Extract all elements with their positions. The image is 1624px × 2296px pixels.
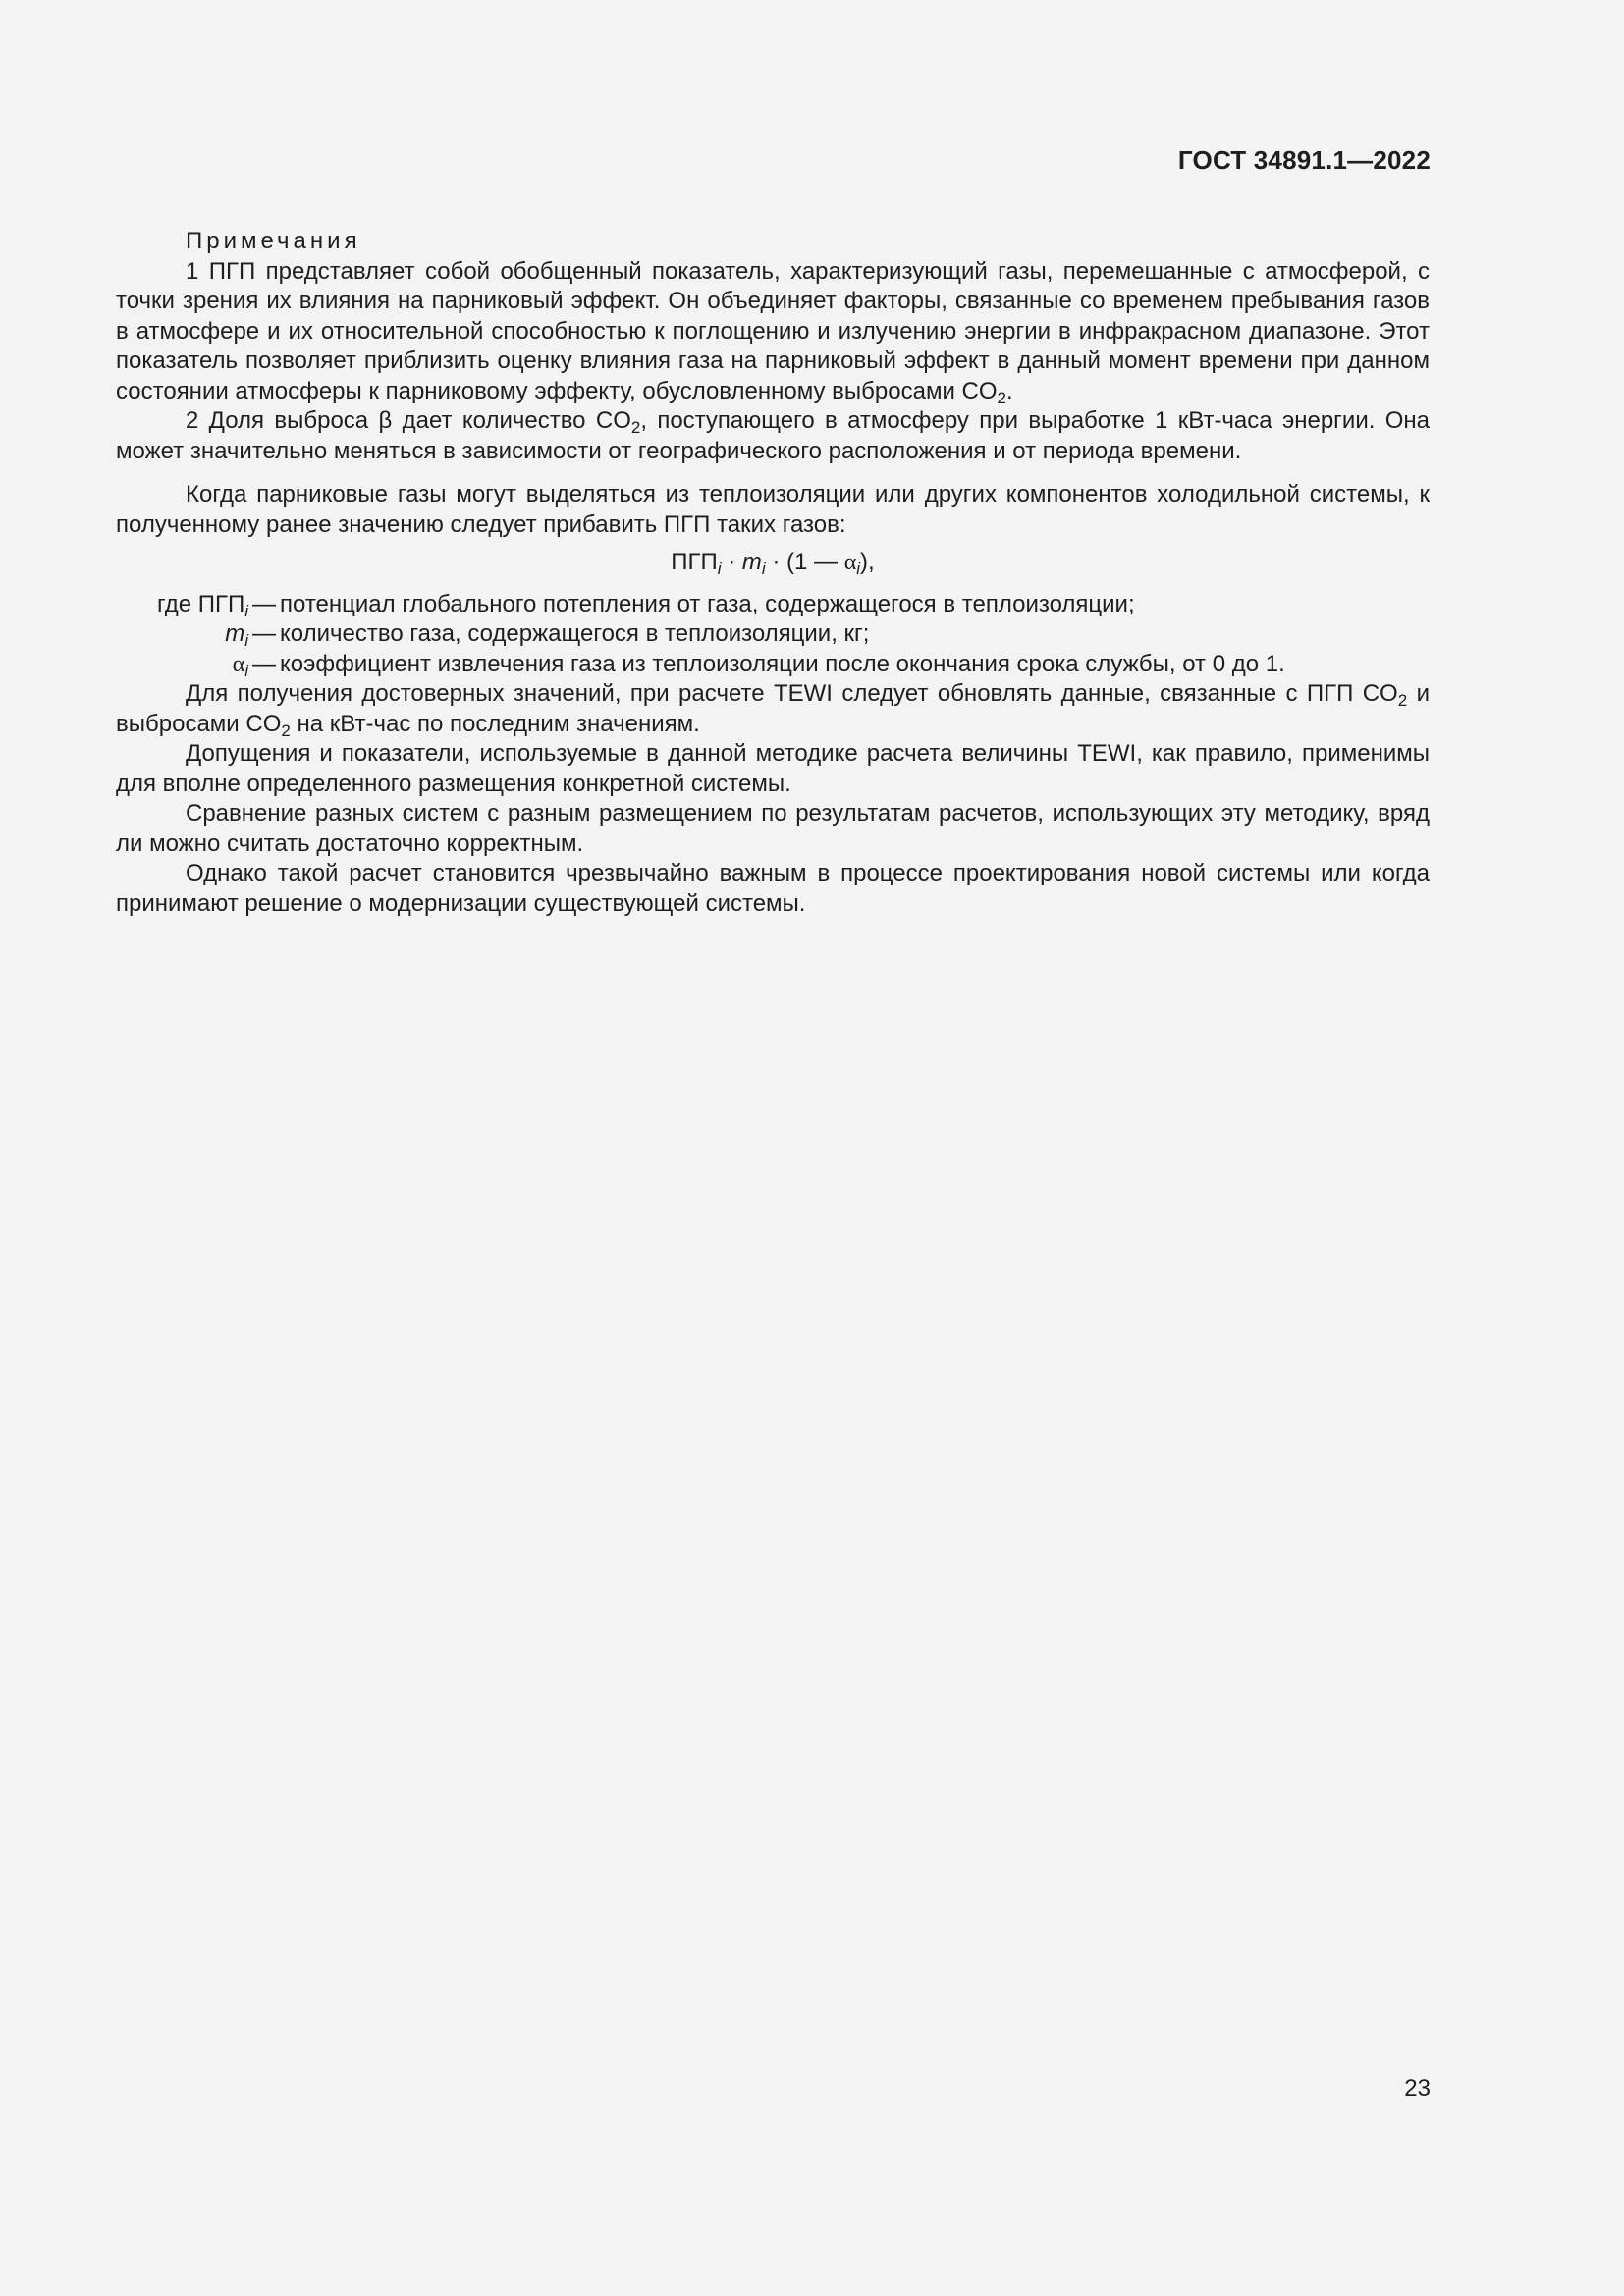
formula-sub-i: i: [856, 560, 861, 578]
co2-subscript: 2: [997, 388, 1006, 407]
formula-m: m: [741, 549, 762, 575]
definition-symbol: [116, 590, 248, 620]
formula-pgp: ПГП: [671, 549, 718, 575]
note-1-end: .: [1005, 377, 1013, 404]
definition-row: [116, 619, 1430, 650]
paragraph-2-b: и выбросами CO: [116, 680, 1430, 737]
formula-open: · (1 —: [765, 549, 844, 575]
definition-prefix: α: [232, 651, 245, 677]
note-2-text-a: 2 Доля выброса β дает количество CO: [186, 407, 631, 434]
definition-sub: i: [244, 631, 248, 650]
definition-text: коэффициент извлечения газа из теплоизоляции после окончания срока службы, от 0 до 1.: [280, 650, 1285, 677]
paragraph-5: Однако такой расчет становится чрезвычайно важным в процессе проектирования новой системы или когда принимают решение о модернизации существующей системы.: [116, 860, 1430, 917]
paragraph-3: Допущения и показатели, используемые в данной методике расчета величины TEWI, как правило, применимы для вполне определенного размещения конкретной системы.: [116, 740, 1430, 797]
definition-prefix: где ПГП: [157, 590, 245, 617]
page-number: 23: [1404, 2075, 1431, 2102]
co2-subscript: 2: [281, 721, 291, 740]
document-id: ГОСТ 34891.1—2022: [1177, 145, 1431, 175]
note-1-text: 1 ПГП представляет собой обобщенный показатель, характеризующий газы, перемешанные с атмосферой, с точки зрения их влияния на парниковый эффект. Он объединяет факторы, связанные со временем пребывания газов в атмосфере и их относительной способностью к поглощению и излучению энергии в инфракрасном диапазоне. Этот показатель позволяет приблизить оценку влияния газа на парниковый эффект в данный момент времени при данном состоянии атмосферы к парниковому эффекту, обусловленному выбросами CO: [116, 257, 1430, 404]
definition-symbol: [116, 619, 248, 650]
formula-sub-i: i: [761, 560, 766, 578]
paragraph-4: Сравнение разных систем с разным размещением по результатам расчетов, использующих эту методику, вряд ли можно считать достаточно корректным.: [116, 800, 1430, 857]
definition-sub: i: [244, 661, 248, 680]
definition-row: [116, 590, 1430, 620]
formula-alpha: α: [843, 550, 857, 575]
definition-sub: i: [244, 601, 248, 620]
paragraph-1: Когда парниковые газы могут выделяться из теплоизоляции или других компонентов холодильной системы, к полученному ранее значению следует прибавить ПГП таких газов:: [116, 481, 1430, 538]
paragraph-2-a: Для получения достоверных значений, при расчете TEWI следует обновлять данные, связанные с ПГП CO: [186, 680, 1398, 707]
paragraph-2-c: на кВт-час по последним значениям.: [290, 710, 700, 737]
formula-sub-i: i: [717, 560, 722, 578]
note-2: [116, 406, 1430, 466]
definition-row: [116, 650, 1430, 680]
definition-symbol: [116, 650, 248, 680]
definition-dash: —: [252, 590, 276, 617]
page-content: [116, 227, 1430, 919]
co2-subscript: 2: [1397, 691, 1408, 710]
definition-text: количество газа, содержащегося в теплоизоляции, кг;: [280, 620, 870, 647]
notes-title: Примечания: [186, 228, 361, 254]
definition-text: потенциал глобального потепления от газа, содержащегося в теплоизоляции;: [280, 590, 1135, 617]
co2-subscript: 2: [630, 418, 641, 437]
paragraph-2: [116, 679, 1430, 739]
formula-dot: ·: [721, 549, 742, 575]
definition-dash: —: [252, 650, 276, 677]
note-1: [116, 257, 1430, 407]
formula-close: ),: [860, 549, 875, 575]
note-2-text-b: , поступающего в атмосферу при выработке 1 кВт-часа энергии. Она может значительно меняться в зависимости от географического расположения и от периода времени.: [116, 407, 1430, 464]
definition-prefix: m: [225, 620, 245, 647]
formula: [116, 548, 1430, 578]
definitions: [116, 590, 1430, 680]
definition-dash: —: [252, 620, 276, 647]
